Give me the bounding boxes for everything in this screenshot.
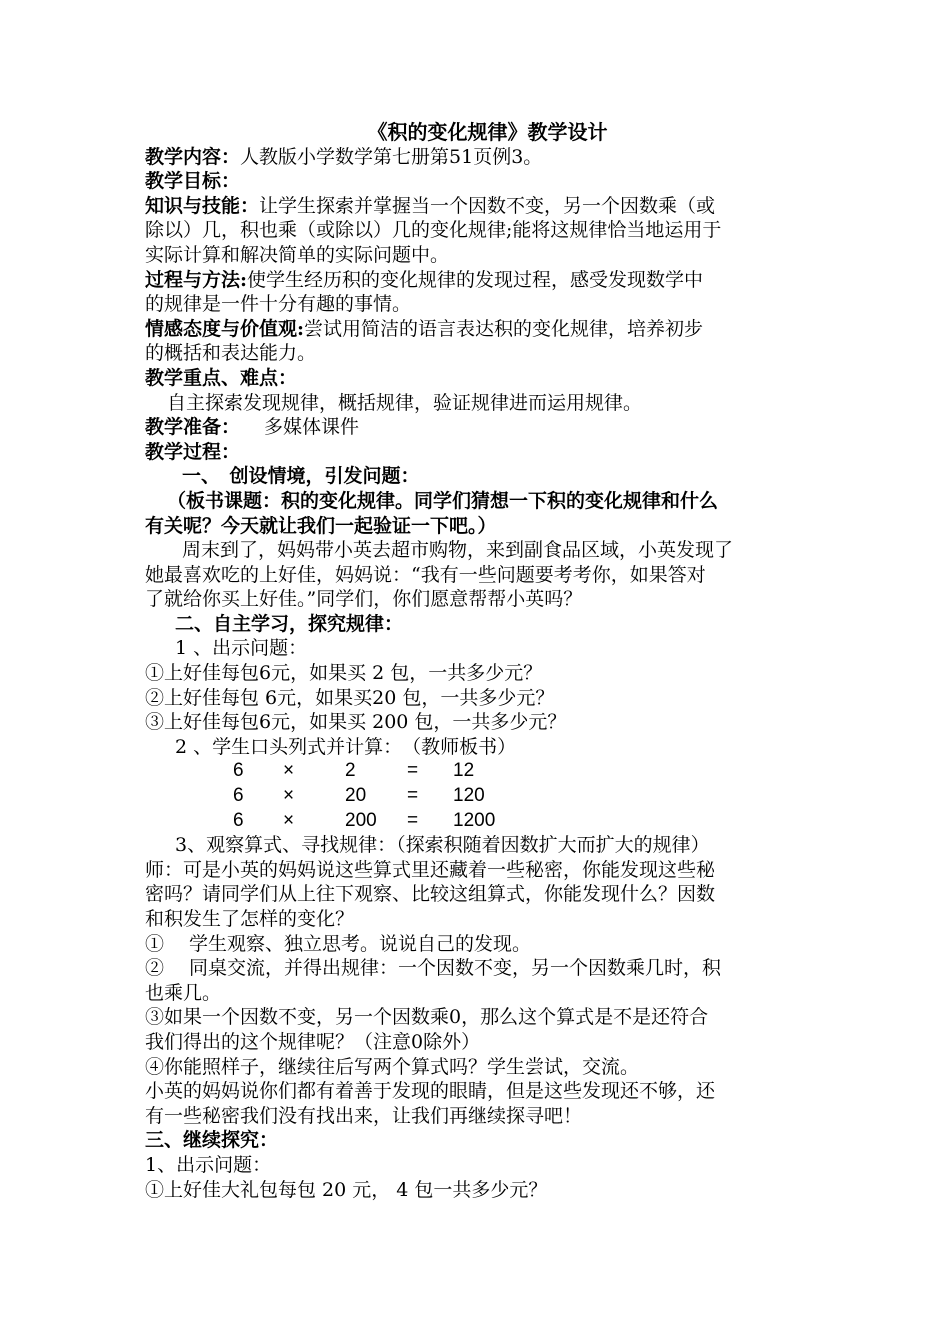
equation-factor-b: 2	[345, 760, 356, 782]
story-line-2: 她最喜欢吃的上好佳，妈妈说：“我有一些问题要考考你，如果答对	[145, 563, 706, 586]
equation-product: 120	[453, 785, 485, 807]
equation-factor-a: 6	[233, 760, 244, 782]
equation-row	[145, 809, 810, 834]
preparation-label: 教学准备：	[145, 416, 241, 439]
equation-product: 12	[453, 760, 475, 782]
emotion-line-1	[145, 317, 810, 342]
observation-4: ④你能照样子，继续往后写两个算式吗？学生尝试，交流。	[145, 1055, 640, 1078]
preparation-text: 多媒体课件	[264, 416, 360, 439]
section-3-heading: 三、继续探究：	[145, 1129, 279, 1152]
knowledge-label: 知识与技能：	[145, 194, 260, 217]
observation-2-line-2: 也乘几。	[145, 981, 222, 1004]
emotion-line-2: 的概括和表达能力。	[145, 342, 317, 365]
story-line-3: 了就给你买上好佳。”同学们，你们愿意帮帮小英吗？	[145, 588, 583, 611]
process-text-1: 使学生经历积的变化规律的发现过程，感受发现数学中	[247, 268, 704, 291]
story-line-1: 周末到了，妈妈带小英去超市购物，来到副食品区域，小英发现了	[182, 539, 734, 562]
question-3: ③上好佳每包6元，如果买 200 包，一共多少元？	[145, 711, 567, 734]
knowledge-line-3: 实际计算和解决简单的实际问题中。	[145, 243, 450, 266]
equation-factor-a: 6	[233, 785, 244, 807]
equation-operator: ×	[283, 809, 295, 831]
knowledge-text-1: 让学生探索并掌握当一个因数不变，另一个因数乘（或	[259, 194, 716, 217]
key-points-label: 教学重点、难点：	[145, 366, 298, 389]
emotion-label: 情感态度与价值观:	[145, 317, 305, 340]
teacher-line-3: 和积发生了怎样的变化？	[145, 908, 355, 930]
observation-3-line-2: 我们得出的这个规律呢？（注意0除外）	[145, 1030, 481, 1053]
procedure-label: 教学过程：	[145, 440, 241, 463]
transition-line-1: 小英的妈妈说你们都有着善于发现的眼睛，但是这些发现还不够，还	[145, 1080, 716, 1103]
step-2-calculation: 2 、学生口头列式并计算： （教师板书）	[175, 735, 517, 758]
transition-line-2: 有一些秘密我们没有找出来，让我们再继续探寻吧！	[145, 1104, 583, 1127]
preparation	[145, 415, 810, 440]
question-1: ①上好佳每包6元，如果买 2 包，一共多少元？	[145, 662, 543, 685]
equation-product: 1200	[453, 809, 496, 831]
process-label: 过程与方法:	[145, 268, 248, 291]
teaching-goals-label: 教学目标：	[145, 170, 241, 193]
step-3-observe: 3、观察算式、寻找规律：（探索积随着因数扩大而扩大的规律）	[175, 834, 710, 857]
step-1-show-questions: 1 、出示问题：	[175, 637, 308, 660]
key-points-text: 自主探索发现规律，概括规律，验证规律进而运用规律。	[167, 391, 643, 414]
teaching-content	[145, 145, 810, 170]
teacher-line-2: 密吗？请同学们从上往下观察、比较这组算式，你能发现什么？因数	[145, 883, 716, 906]
observation-1: ① 学生观察、独立思考。说说自己的发现。	[145, 932, 532, 955]
document-title: 《积的变化规律》教学设计	[367, 120, 608, 144]
observation-3-line-1: ③如果一个因数不变，另一个因数乘0，那么这个算式是不是还符合	[145, 1006, 709, 1029]
equation-factor-a: 6	[233, 809, 244, 831]
section-1-heading: 一、 创设情境，引发问题：	[182, 465, 420, 488]
equation-factor-b: 20	[345, 785, 367, 807]
equation-equals: =	[407, 785, 419, 807]
board-note-line-2: 有关呢？今天就让我们一起验证一下吧。）	[145, 514, 497, 537]
knowledge-line-2: 除以）几，积也乘（或除以）几的变化规律;能将这规律恰当地运用于	[145, 219, 722, 242]
process-line-2: 的规律是一件十分有趣的事情。	[145, 293, 412, 316]
observation-2-line-1: ② 同桌交流，并得出规律：一个因数不变，另一个因数乘几时，积	[145, 957, 722, 980]
teacher-line-1: 师：可是小英的妈妈说这些算式里还藏着一些秘密，你能发现这些秘	[145, 858, 716, 881]
equation-row	[145, 784, 810, 809]
equation-operator: ×	[283, 785, 295, 807]
equation-factor-b: 200	[345, 809, 377, 831]
question-2: ②上好佳每包 6元，如果买20 包，一共多少元？	[145, 686, 555, 709]
teaching-content-label: 教学内容：	[145, 145, 241, 168]
document-page	[145, 120, 810, 1202]
equation-row	[145, 759, 810, 784]
equation-operator: ×	[283, 760, 295, 782]
equation-equals: =	[407, 760, 419, 782]
section-3-step-1: 1、出示问题：	[145, 1153, 272, 1176]
teaching-content-text: 人教版小学数学第七册第51页例3。	[240, 145, 543, 168]
process-line-1	[145, 268, 810, 293]
board-note-line-1: （板书课题：积的变化规律。同学们猜想一下积的变化规律和什么	[167, 489, 719, 512]
equation-equals: =	[407, 809, 419, 831]
section-2-heading: 二、自主学习，探究规律：	[175, 612, 404, 635]
knowledge-line-1	[145, 194, 810, 219]
emotion-text-1: 尝试用简洁的语言表达积的变化规律，培养初步	[304, 317, 704, 340]
section-3-question-1: ①上好佳大礼包每包 20 元， 4 包一共多少元？	[145, 1178, 548, 1201]
